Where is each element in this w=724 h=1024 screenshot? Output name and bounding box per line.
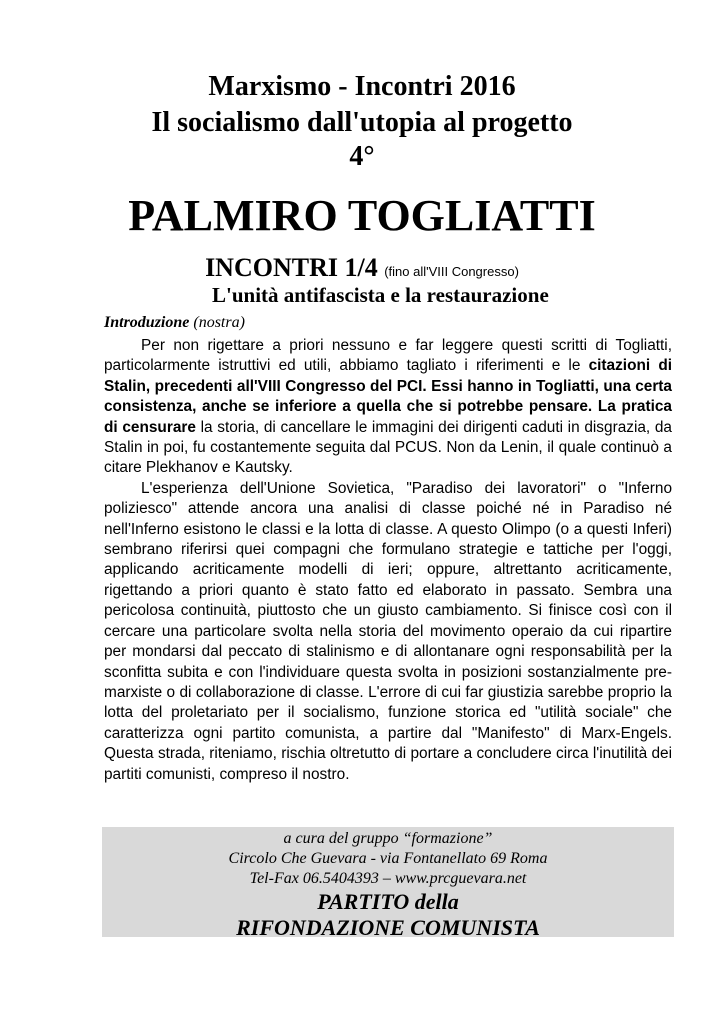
party-name-line-1: PARTITO della — [317, 889, 459, 914]
paragraph-1-bold: citazioni di Stalin, precedenti all'VIII Congresso del PCI. Essi hanno in Togliatti, una certa consistenza, anche se inferiore a quella che si potrebbe pensare. La pratica di censurare — [104, 357, 672, 436]
incontri-note: (fino all'VIII Congresso) — [384, 264, 519, 279]
author-title: PALMIRO TOGLIATTI — [128, 191, 596, 240]
party-name-line-2: RIFONDAZIONE COMUNISTA — [236, 915, 540, 940]
topic-heading: L'unità antifascista e la restaurazione — [212, 283, 549, 307]
series-title: Marxismo - Incontri 2016 — [208, 71, 516, 102]
paragraph-1-end: la storia, di cancellare le immagini dei dirigenti caduti in disgrazia, da Stalin in poi, fu costantemente seguita dal PCUS. Non da Lenin, il quale continuò a citare Plekhanov e Kautsky. — [104, 418, 672, 477]
series-subtitle: Il socialismo dall'utopia al progetto — [151, 107, 573, 138]
footer-credits: a cura del gruppo “formazione” — [283, 830, 493, 847]
paragraph-2: L'esperienza dell'Unione Sovietica, "Paradiso dei lavoratori" o "Inferno poliziesco" attende ancora una analisi di classe poiché né in Paradiso né nell'Inferno esistono le classi e la lotta di classe. A questo Olimpo (o a questi Inferi) sembrano riferirsi quei compagni che formulano strategie e tattiche per l'oggi, applicando acriticamente modelli di ieri; oppure, altrettanto acriticamente, rigettando a priori quanto è stato fatto ed elaborato in passato. Sembra una pericolosa continuità, piuttosto che un giusto cambiamento. Si finisce così con il cercare una particolare svolta nella storia del movimento operaio da cui ripartire per mondarsi dal peccato di stalinismo e di allontanare ogni responsabilità per la sconfitta subita e con l'individuare questa svolta in posizioni sostanzialmente pre-marxiste o di collaborazione di classe. L'errore di cui far giustizia sarebbe proprio la lotta del proletariato per il socialismo, funzione storica ed "utilità sociale" che caratterizza ogni partito comunista, a partire dal "Manifesto" di Marx-Engels. Questa strada, riteniamo, rischia oltretutto di portare a concludere circa l'inutilità dei partiti comunisti, compreso il nostro. — [104, 479, 672, 783]
intro-heading — [104, 313, 245, 333]
paragraph-1-start: Per non rigettare a priori nessuno e far leggere questi scritti di Togliatti, particolarmente istruttivi ed utili, abbiamo tagliato i riferimenti e le — [104, 337, 672, 375]
paragraph-1 — [104, 336, 672, 479]
intro-label-note: (nostra) — [193, 314, 245, 331]
intro-label: Introduzione — [104, 314, 190, 331]
meeting-number: 4° — [349, 141, 375, 172]
footer-contacts: Tel-Fax 06.5404393 – www.prcguevara.net — [249, 870, 527, 887]
incontri-label: INCONTRI 1/4 — [205, 253, 378, 282]
body-text — [104, 336, 672, 785]
footer-address: Circolo Che Guevara - via Fontanellato 69 Roma — [228, 850, 548, 867]
footer-box — [102, 827, 674, 940]
